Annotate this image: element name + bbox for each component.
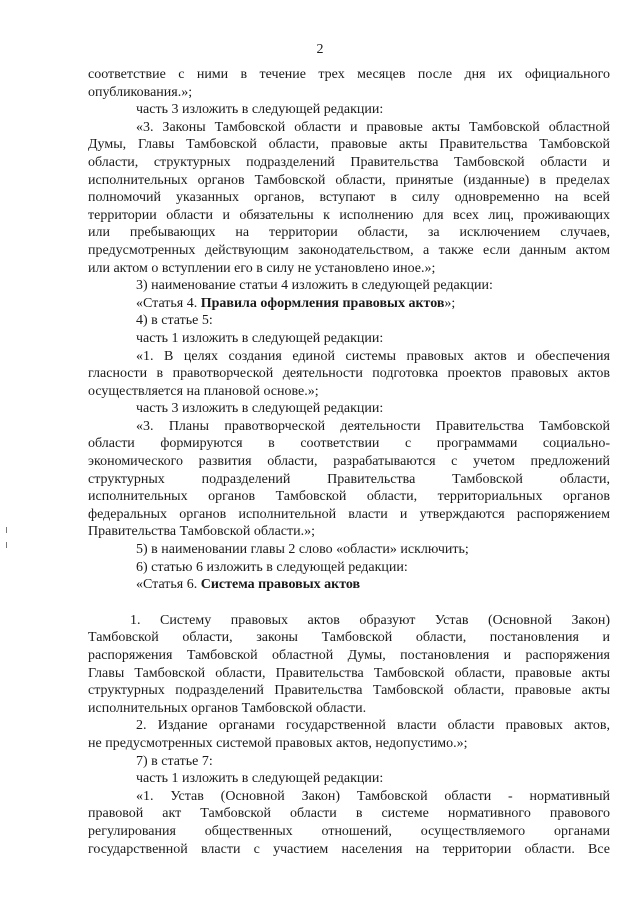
text-line: регулирования общественных отношений, осуществляемого органами [88, 823, 610, 839]
text-line: экономического развития области, разрабатываются с учетом предложений [88, 454, 610, 470]
text-line: предусмотренных действующим законодательством, а также если данным актом [88, 242, 610, 258]
text-line: часть 1 изложить в следующей редакции: [136, 330, 384, 346]
text-line: часть 1 изложить в следующей редакции: [136, 771, 384, 787]
text-line: или актом о вступлении его в силу не установлено иное.»; [88, 260, 436, 276]
text-line: или пребывающих на территории области, за исключением случаев, [88, 225, 610, 241]
document-body [88, 66, 610, 858]
margin-mark [6, 527, 7, 533]
heading-title: Система правовых актов [200, 577, 361, 593]
text-line: опубликования.»; [88, 84, 193, 100]
text-line: структурных подразделений Правительства Тамбовской области, правовые акты [88, 683, 610, 699]
text-line: 5) в наименовании главы 2 слово «области» исключить; [136, 542, 469, 558]
text-line: 4) в статье 5: [136, 313, 213, 329]
text-line: исполнительных органов Тамбовской области, территориальных органов [88, 489, 610, 505]
article-4-heading [88, 295, 610, 313]
text-line: Тамбовской области, законы Тамбовской области, постановления и [88, 630, 610, 646]
text-line: исполнительных органов Тамбовской области. [88, 700, 367, 716]
text-line: 7) в статье 7: [136, 753, 213, 769]
text-line: структурных подразделений Правительства Тамбовской области, [88, 471, 610, 487]
text-line: полномочий указанных органов, вступают в силу одновременно на всей [88, 190, 610, 206]
text-line: не предусмотренных системой правовых актов, недопустимо.»; [88, 735, 468, 751]
spacer [88, 594, 610, 612]
margin-mark [6, 542, 7, 548]
text-line: федеральных органов исполнительной власти и утверждаются распоряжением [88, 506, 610, 522]
text-line: 6) статью 6 изложить в следующей редакции: [136, 559, 408, 575]
text-line: 3) наименование статьи 4 изложить в следующей редакции: [136, 278, 493, 294]
text-line: часть 3 изложить в следующей редакции: [136, 102, 384, 118]
text-line: Правительства Тамбовской области.»; [88, 524, 316, 540]
page-number: 2 [316, 42, 324, 57]
text-line: Главы Тамбовской области, Правительства Тамбовской области, правовые акты [88, 665, 610, 681]
text-line: «1. В целях создания единой системы правовых актов и обеспечения [136, 348, 610, 364]
heading-suffix: »; [444, 295, 456, 311]
text-line: часть 3 изложить в следующей редакции: [136, 401, 384, 417]
heading-title: Правила оформления правовых актов [200, 295, 445, 311]
text-line: области формируются в соответствии с программами социально- [88, 436, 610, 452]
text-line: исполнительных органов Тамбовской области, принятые (изданные) в пределах [88, 172, 610, 188]
text-line: государственной власти с участием населения на территории области. Все [88, 841, 610, 857]
heading-prefix: «Статья 6. [136, 577, 201, 593]
text-line: территории области и обязательны к исполнению для всех лиц, проживающих [88, 207, 610, 223]
text-line: «3. Законы Тамбовской области и правовые акты Тамбовской областной [136, 119, 610, 135]
text-line: Думы, Главы Тамбовской области, правовые акты Правительства Тамбовской [88, 137, 610, 153]
text-line: осуществляется на плановой основе.»; [88, 383, 319, 399]
text-line: «3. Планы правотворческой деятельности Правительства Тамбовской [136, 418, 610, 434]
text-line: правовой акт Тамбовской области в системе нормативного правового [88, 806, 610, 822]
text-line: распоряжения Тамбовской областной Думы, постановления и распоряжения [88, 648, 610, 663]
text-line: 1. Систему правовых актов образуют Устав (Основной Закон) [130, 612, 610, 628]
heading-prefix: «Статья 4. [136, 295, 201, 311]
text-line: соответствие с ними в течение трех месяцев после дня их официального [88, 67, 610, 82]
article-6-heading [88, 576, 610, 594]
text-line: 2. Издание органами государственной власти области правовых актов, [136, 718, 610, 734]
text-line: гласности в правотворческой деятельности подготовка проектов правовых актов [88, 366, 610, 382]
text-line: области, структурных подразделений Правительства Тамбовской области и [88, 154, 610, 170]
text-line: «1. Устав (Основной Закон) Тамбовской области - нормативный [136, 788, 610, 804]
